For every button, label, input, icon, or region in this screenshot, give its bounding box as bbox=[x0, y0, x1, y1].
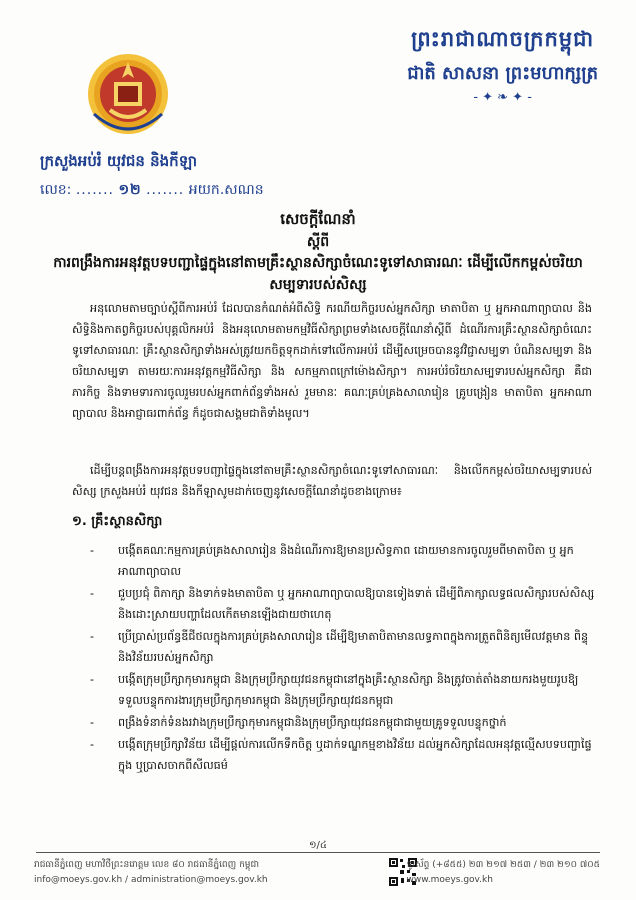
list-item: - បង្កើតក្រុមប្រឹក្សាវិន័យ ដើម្បីផ្តល់ការលើកទឹកចិត្ត ឬដាក់ទណ្ឌកម្មខាងវិន័យ ដល់អ្នកសិក្សាដែលអនុវត្តល្មើសបទបញ្ជាផ្ទៃក្នុង ឬប្រាសចាកពីសីលធម៌ bbox=[88, 734, 596, 776]
document-type: សេចក្តីណែនាំ bbox=[280, 210, 356, 228]
footer-divider bbox=[36, 852, 600, 853]
page-number: ១/៤ bbox=[308, 840, 328, 851]
ministry-name: ក្រសួងអប់រំ យុវជន និងកីឡា bbox=[40, 152, 198, 170]
footer-contact bbox=[34, 858, 268, 888]
reference-suffix: អយក.សណន bbox=[188, 182, 264, 198]
ministry-emblem-icon bbox=[80, 48, 176, 148]
list-item: - ជួបប្រជុំ ពិភាក្សា និងទាក់ទងមាតាបិតា ឬ អ្នកអាណាព្យាបាលឱ្យបានទៀងទាត់ ដើម្បីពិភាក្សាលទ្ធផលសិក្សារបស់សិស្ស និងដោះស្រាយបញ្ហាដែលកើតមានឡើងជាយថាហេតុ bbox=[88, 583, 596, 625]
body-paragraph bbox=[72, 460, 592, 502]
document-about: ស្តីពី bbox=[306, 234, 330, 250]
footer-phone: ទូរស័ព្ទ (+៨៥៥) ២៣ ២១៧ ២៥៣ / ២៣ ២១០ ៧០៥ bbox=[406, 860, 600, 870]
header-ornament: - ✦ ❧ ✦ - bbox=[473, 90, 532, 105]
list-item: - ពង្រឹងទំនាក់ទំនងរវាងក្រុមប្រឹក្សាកុមារកម្ពុជានិងក្រុមប្រឹក្សាយុវជនកម្ពុជាជាមួយគ្រូទទួលបន្ទុកថ្នាក់ bbox=[88, 712, 596, 733]
instruction-list bbox=[88, 540, 596, 777]
kingdom-title: ព្រះរាជាណាចក្រកម្ពុជា bbox=[411, 26, 595, 51]
paragraph-text: ដើម្បីបន្តពង្រឹងការអនុវត្តបទបញ្ជាផ្ទៃក្នុងនៅតាមគ្រឹះស្ថានសិក្សាចំណេះទូទៅសាធារណៈ និងលើកកម្ពស់ចរិយាសម្បទារបស់សិស្ស ក្រសួងអប់រំ យុវជន និងកីឡាសូមដាក់ចេញនូវសេចក្តីណែនាំដូចខាងក្រោម៖ bbox=[72, 464, 592, 498]
reference-number bbox=[40, 180, 264, 201]
section-heading: ១. គ្រឹះស្ថានសិក្សា bbox=[72, 514, 163, 529]
footer-emails[interactable]: info@moeys.gov.kh / administration@moeys.gov.kh bbox=[34, 875, 268, 885]
list-item: - បង្កើតក្រុមប្រឹក្សាកុមារកម្ពុជា និងក្រុមប្រឹក្សាយុវជនកម្ពុជានៅក្នុងគ្រឹះស្ថានសិក្សា និងត្រូវចាត់តាំងនាយករងមួយរូបឱ្យទទួលបន្ទុកការងារក្រុមប្រឹក្សាកុមារកម្ពុជា និងក្រុមប្រឹក្សាយុវជនកម្ពុជា bbox=[88, 669, 596, 711]
reference-dots-2: ....... bbox=[146, 182, 185, 198]
footer-phone-web bbox=[407, 858, 600, 888]
body-paragraph bbox=[72, 298, 592, 424]
footer-website[interactable]: www.moeys.gov.kh bbox=[406, 875, 493, 885]
footer-address: រាជធានីភ្នំពេញ មហាវិថីព្រះនរោត្តម លេខ ៨០ រាជធានីភ្នំពេញ កម្ពុជា bbox=[34, 860, 260, 870]
reference-label: លេខ: bbox=[40, 182, 72, 198]
reference-value: ១២ bbox=[118, 182, 142, 198]
kingdom-header bbox=[407, 26, 598, 105]
list-item: - បង្កើតគណៈកម្មការគ្រប់គ្រងសាលារៀន និងដំណើរការឱ្យមានប្រសិទ្ធភាព ដោយមានការចូលរួមពីមាតាបិតា ឬ អ្នកអាណាព្យាបាល bbox=[88, 540, 596, 582]
list-item: - ប្រើប្រាស់ប្រព័ន្ធឌីជីថលក្នុងការគ្រប់គ្រងសាលារៀន ដើម្បីឱ្យមាតាបិតាមានលទ្ធភាពក្នុងការត្រួតពិនិត្យមើលវត្តមាន ពិន្ទុ និងវិន័យរបស់អ្នកសិក្សា bbox=[88, 626, 596, 668]
paragraph-text: អនុលោមតាមច្បាប់ស្តីពីការអប់រំ ដែលបានកំណត់អំពីសិទ្ធិ ករណីយកិច្ចរបស់អ្នកសិក្សា មាតាបិតា ឬ អ្នកអាណាព្យាបាល និងសិទ្ធិនិងកាតព្វកិច្ចរបស់បុគ្គលិកអប់រំ និងអនុលោមតាមកម្មវិធីសិក្សាព្រមទាំងសេចក្តីណែនាំស្តីពី ដំណើរការគ្រឹះស្ថានសិក្សាចំណេះទូទៅសាធារណៈ គ្រឹះស្ថានសិក្សាទាំងអស់ត្រូវយកចិត្តទុកដាក់ទៅលើការអប់រំ ដើម្បីសម្រេចបាននូវវិជ្ជាសម្បទា បំណិនសម្បទា និងចរិយាសម្បទា តាមរយៈការអនុវត្តកម្មវិធីសិក្សា និង សកម្មភាពក្រៅម៉ោងសិក្សា។ ការអប់រំចរិយាសម្បទារបស់អ្នកសិក្សា គឺជា ភារកិច្ច និងទាមទារការចូលរួមរបស់អ្នកពាក់ព័ន្ធទាំងអស់ រួមមានៈ គណៈគ្រប់គ្រងសាលារៀន គ្រូបង្រៀន មាតាបិតា អ្នកអាណាព្យាបាល និងអាជ្ញាធរពាក់ព័ន្ធ ក៏ដូចជាសង្គមជាតិទាំងមូល។ bbox=[72, 302, 592, 420]
document-subject: ការពង្រឹងការអនុវត្តបទបញ្ជាផ្ទៃក្នុងនៅតាមគ្រឹះស្ថានសិក្សាចំណេះទូទៅសាធារណៈ ដើម្បីលើកកម្ពស់ចរិយាសម្បទារបស់សិស្ស bbox=[53, 255, 583, 293]
national-motto: ជាតិ សាសនា ព្រះមហាក្សត្រ bbox=[407, 63, 598, 84]
reference-dots: ....... bbox=[75, 182, 114, 198]
